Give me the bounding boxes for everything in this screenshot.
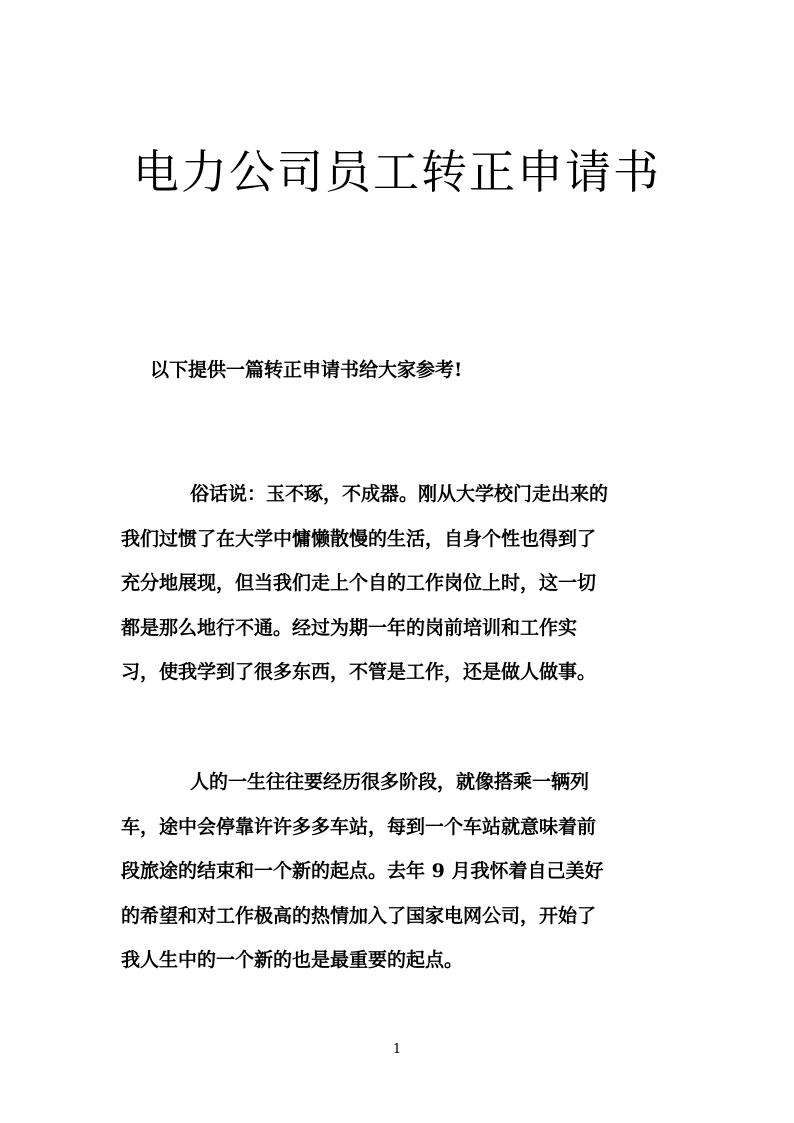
paragraph-1 [121,480,608,703]
paragraph-line: 都是那么地行不通。经过为期一年的岗前培训和工作实 [121,616,578,639]
paragraph-line: 的希望和对工作极高的热情加入了国家电网公司，开始了 [121,904,597,927]
paragraph-line: 段旅途的结束和一个新的起点。去年 9 月我怀着自己美好 [121,860,604,882]
paragraph-line: 充分地展现，但当我们走上个自的工作岗位上时，这一切 [121,572,597,594]
paragraph-line: 俗话说：玉不琢，不成器。刚从大学校门走出来的 [190,483,609,505]
paragraph-line: 车，途中会停靠许许多多车站，每到一个车站就意味着前 [121,815,597,838]
paragraph-line: 我们过惯了在大学中慵懒散慢的生活，自身个性也得到了 [121,527,597,550]
paragraph-line: 习，使我学到了很多东西，不管是工作，还是做人做事。 [121,661,597,683]
page-number: 1 [392,1042,402,1057]
paragraph-line: 我人生中的一个新的也是最重要的起点。 [121,949,464,971]
document-title: 电力公司员工转正申请书 [133,145,661,199]
paragraph-2 [121,768,603,991]
paragraph-line: 人的一生往往要经历很多阶段，就像搭乘一辆列 [190,771,590,793]
intro-text: 以下提供一篇转正申请书给大家参考! [150,359,463,381]
